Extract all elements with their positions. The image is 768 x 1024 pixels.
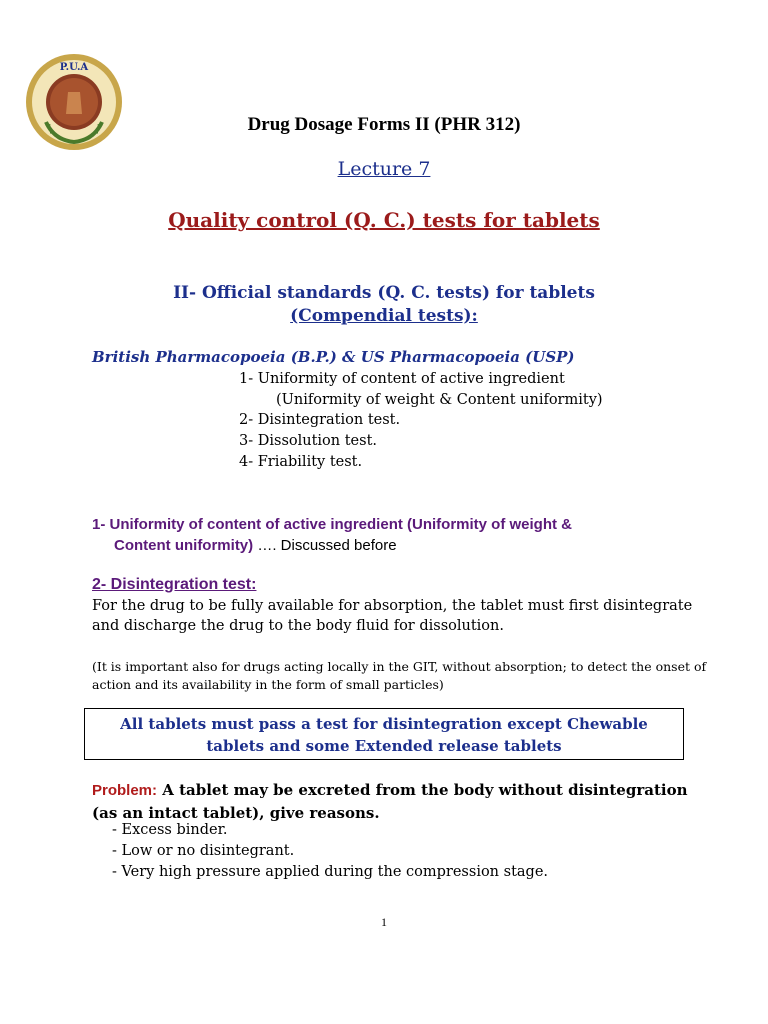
test-list-item: 4- Friability test.: [239, 454, 363, 470]
disintegration-note: (It is important also for drugs acting locally in the GIT, without absorption; to detect the onset of action and its availability in the form of small particles): [92, 659, 707, 692]
university-logo: [24, 52, 124, 152]
disintegration-rule-box: [84, 708, 684, 760]
problem-statement: [92, 779, 712, 824]
section-title-line2: (Compendial tests):: [290, 306, 478, 326]
section-title-line1: II- Official standards (Q. C. tests) for tablets: [173, 283, 595, 303]
rule-line1: All tablets must pass a test for disintegration except Chewable: [120, 715, 648, 733]
uniformity-heading-cont: [114, 537, 397, 554]
disintegration-heading: 2- Disintegration test:: [92, 576, 257, 593]
reason-item: - Very high pressure applied during the compression stage.: [112, 864, 549, 880]
pharmacopoeia-heading: British Pharmacopoeia (B.P.) & US Pharmacopoeia (USP): [92, 348, 575, 366]
uniformity-heading: 1- Uniformity of content of active ingredient (Uniformity of weight &: [92, 516, 573, 533]
uniformity-heading-rest: …. Discussed before: [253, 537, 397, 554]
logo-text: P.U.A: [59, 62, 89, 73]
reason-item: - Excess binder.: [112, 822, 228, 838]
main-title: Quality control (Q. C.) tests for tablets: [168, 208, 600, 232]
uniformity-heading-bold: Content uniformity): [114, 537, 254, 554]
test-list-item: 3- Dissolution test.: [239, 433, 378, 449]
reason-item: - Low or no disintegrant.: [112, 843, 295, 859]
problem-label: Problem:: [92, 782, 158, 799]
course-title: Drug Dosage Forms II (PHR 312): [247, 114, 521, 135]
disintegration-paragraph: For the drug to be fully available for absorption, the tablet must first disintegrate and discharge the drug to the body fluid for dissolution.: [92, 598, 693, 634]
test-list-item: 1- Uniformity of content of active ingredient: [239, 371, 565, 387]
problem-text: A tablet may be excreted from the body without disintegration (as an intact tablet), give reasons.: [92, 781, 688, 822]
lecture-number: Lecture 7: [337, 158, 431, 180]
test-list-item: (Uniformity of weight & Content uniformity): [276, 392, 603, 408]
test-list-item: 2- Disintegration test.: [239, 412, 401, 428]
page-number: 1: [381, 915, 387, 929]
rule-line2: tablets and some Extended release tablets: [206, 737, 562, 755]
